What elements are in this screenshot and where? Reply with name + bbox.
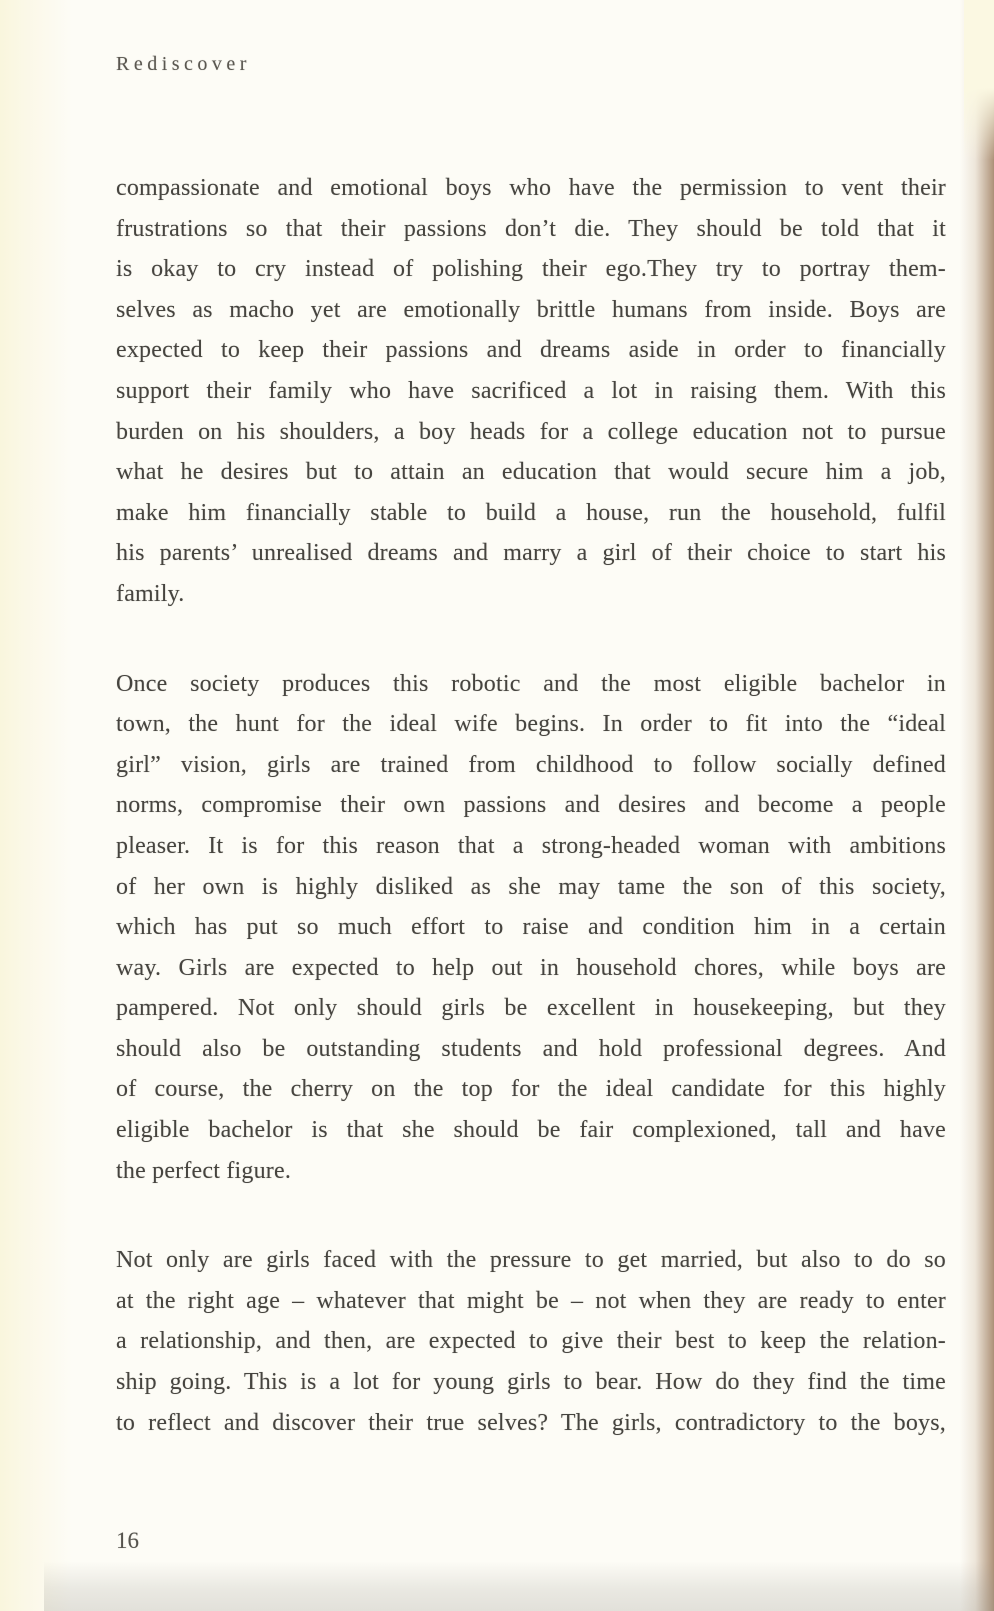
paragraph <box>116 664 946 1192</box>
text-line: pleaser. It is for this reason that a strong-headed woman with ambitions <box>116 832 946 859</box>
text-line: of her own is highly disliked as she may tame the son of this society, <box>116 873 946 900</box>
text-line: to reflect and discover their true selves? The girls, contradictory to the boys, <box>116 1409 946 1436</box>
text-line: the perfect figure. <box>116 1157 292 1184</box>
page-scan-left-edge <box>0 0 72 1611</box>
text-line: make him financially stable to build a house, run the household, fulfil <box>116 499 946 526</box>
text-line: of course, the cherry on the top for the ideal candidate for this highly <box>116 1076 946 1103</box>
text-line: eligible bachelor is that she should be fair complexioned, tall and have <box>116 1117 946 1144</box>
text-line: support their family who have sacrificed a lot in raising them. With this <box>116 377 946 404</box>
page-number: 16 <box>116 1528 139 1553</box>
text-line: pampered. Not only should girls be excellent in housekeeping, but they <box>116 995 946 1022</box>
paragraph <box>116 168 946 615</box>
page-scan-bottom-edge <box>44 1561 994 1611</box>
text-line: which has put so much effort to raise and condition him in a certain <box>116 914 946 941</box>
text-line: Once society produces this robotic and the most eligible bachelor in <box>116 670 946 697</box>
page-scan-right-edge <box>960 0 994 1611</box>
text-line: town, the hunt for the ideal wife begins. In order to fit into the “ideal <box>116 711 946 738</box>
text-line: should also be outstanding students and hold professional degrees. And <box>116 1035 946 1062</box>
text-line: selves as macho yet are emotionally brittle humans from inside. Boys are <box>116 296 946 323</box>
text-line: a relationship, and then, are expected to give their best to keep the relation- <box>116 1328 946 1355</box>
running-header: Rediscover <box>116 53 251 75</box>
text-line: burden on his shoulders, a boy heads for a college education not to pursue <box>116 418 946 445</box>
paragraph <box>116 1240 946 1443</box>
text-line: way. Girls are expected to help out in household chores, while boys are <box>116 954 946 981</box>
text-line: ship going. This is a lot for young girls to bear. How do they find the time <box>116 1369 946 1396</box>
text-line: family. <box>116 580 185 607</box>
text-line: frustrations so that their passions don’t die. They should be told that it <box>116 215 946 242</box>
text-line: what he desires but to attain an education that would secure him a job, <box>116 459 946 486</box>
text-line: compassionate and emotional boys who have the permission to vent their <box>116 175 946 201</box>
text-line: norms, compromise their own passions and desires and become a people <box>116 792 946 819</box>
text-line: at the right age – whatever that might be – not when they are ready to enter <box>116 1287 946 1314</box>
body-text <box>116 168 946 1443</box>
text-line: his parents’ unrealised dreams and marry a girl of their choice to start his <box>116 540 946 567</box>
text-line: girl” vision, girls are trained from childhood to follow socially defined <box>116 751 946 778</box>
text-line: Not only are girls faced with the pressure to get married, but also to do so <box>116 1247 946 1274</box>
text-line: is okay to cry instead of polishing their ego.They try to portray them- <box>116 256 946 283</box>
page-scan-top-right-corner <box>964 0 994 160</box>
text-line: expected to keep their passions and dreams aside in order to financially <box>116 337 946 364</box>
